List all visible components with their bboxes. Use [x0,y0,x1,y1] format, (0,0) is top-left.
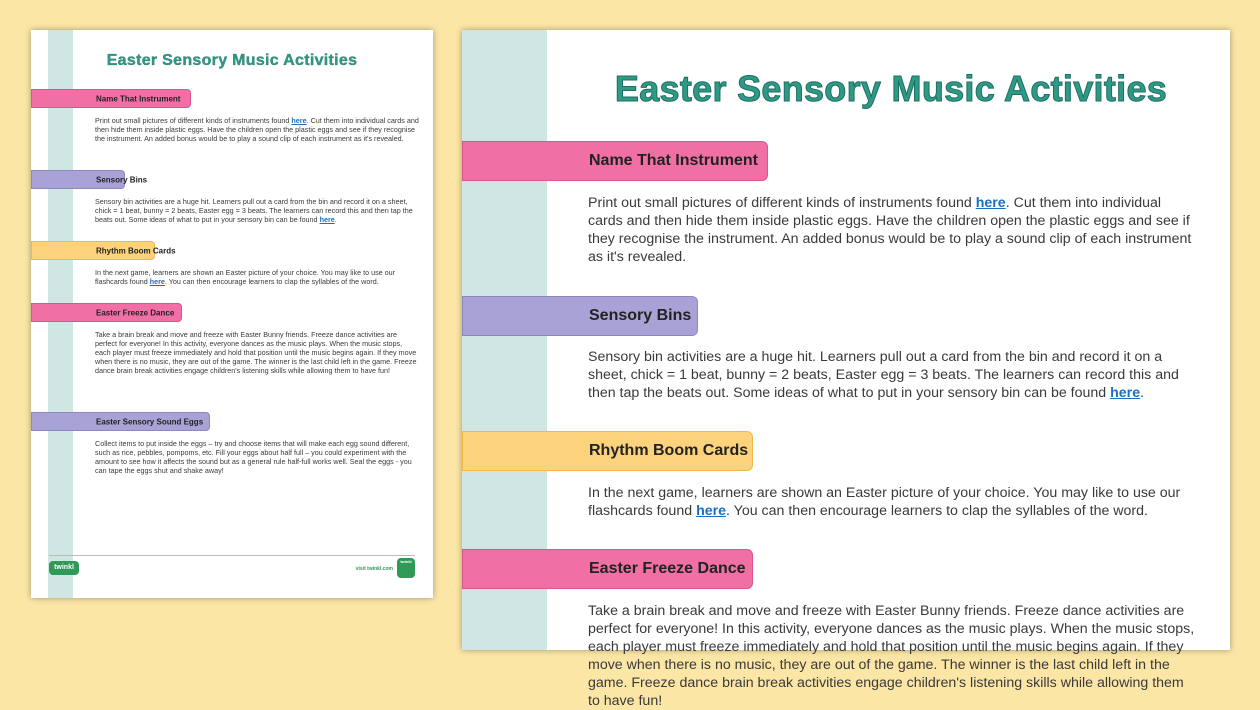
section-heading-3: Rhythm Boom Cards [462,431,753,471]
section-heading-5: Easter Sensory Sound Eggs [31,412,210,431]
page-thumbnail [31,30,433,598]
section-text-4: Take a brain break and move and freeze with Easter Bunny friends. Freeze dance activities are perfect for everyone! In this activity, everyone dances as the music plays. When the music stops, each player must freeze immediately and hold that position until the music begins again. If they move when there is no music, they are out of the game. The winner is the last child left in the game. Freeze dance brain break activities engage children's listening skills while allowing them to have fun! [95,330,417,375]
here-link[interactable]: here [319,215,335,224]
here-link[interactable]: here [696,503,727,519]
footer-divider [49,555,415,556]
section-text-2: Sensory bin activities are a huge hit. Learners pull out a card from the bin and record it on a sheet, chick = 1 beat, bunny = 2 beats, Easter egg = 3 beats. The learners can record this and then tap the beats out. Some ideas of what to put in your sensory bin can be found here. [588,349,1179,401]
page-title: Easter Sensory Music Activities [106,52,358,69]
section-heading-3: Rhythm Boom Cards [31,241,155,260]
here-link[interactable]: here [149,277,165,286]
section-text-1: Print out small pictures of different kinds of instruments found here. Cut them into individual cards and then hide them inside plastic eggs. Have the children open the plastic eggs and see if they recognise the instrument. An added bonus would be to play a sound clip of each instrument as it's revealed. [588,195,1192,265]
page-title: Easter Sensory Music Activities [614,68,1168,109]
section-text-1: Print out small pictures of different kinds of instruments found here. Cut them into individual cards and then hide them inside plastic eggs. Have the children open the plastic eggs and see if they recognise the instrument. An added bonus would be to play a sound clip of each instrument as it's revealed. [95,116,419,143]
footer-url[interactable]: visit twinkl.com [355,566,393,572]
twinkl-logo: twinkl [49,561,79,575]
section-text-3: In the next game, learners are shown an Easter picture of your choice. You may like to use our flashcards found here. You can then encourage learners to clap the syllables of the word. [588,485,1181,519]
section-heading-2: Sensory Bins [31,170,125,189]
section-text-2: Sensory bin activities are a huge hit. Learners pull out a card from the bin and record it on a sheet, chick = 1 beat, bunny = 2 beats, Easter egg = 3 beats. The learners can record this and then tap the beats out. Some ideas of what to put in your sensory bin can be found here. [95,197,413,224]
page-detail [462,30,1230,709]
here-link[interactable]: here [291,116,307,125]
section-heading-4: Easter Freeze Dance [31,303,182,322]
section-text-5: Collect items to put inside the eggs – try and choose items that will make each egg sound different, such as rice, pebbles, pompoms, etc. Fill your eggs about half full – you could experiment with the amount to see how it affects the sound but as a general rule half-full works well. Seal the eggs - you can tape the eggs shut and shake away! [95,439,412,475]
section-text-4: Take a brain break and move and freeze with Easter Bunny friends. Freeze dance activities are perfect for everyone! In this activity, everyone dances as the music plays. When the music stops, each player must freeze immediately and hold that position until the music begins again. If they move when there is no music, they are out of the game. The winner is the last child left in the game. Freeze dance brain break activities engage children's listening skills while allowing them to have fun! [588,603,1195,709]
twinkl-badge: twinkl [397,558,415,578]
section-heading-4: Easter Freeze Dance [462,549,753,589]
section-heading-2: Sensory Bins [462,296,698,336]
section-heading-1: Name That Instrument [462,141,768,181]
section-heading-1: Name That Instrument [31,89,191,108]
here-link[interactable]: here [975,195,1006,211]
here-link[interactable]: here [1110,385,1141,401]
section-text-3: In the next game, learners are shown an Easter picture of your choice. You may like to use our flashcards found here. You can then encourage learners to clap the syllables of the word. [95,268,396,286]
